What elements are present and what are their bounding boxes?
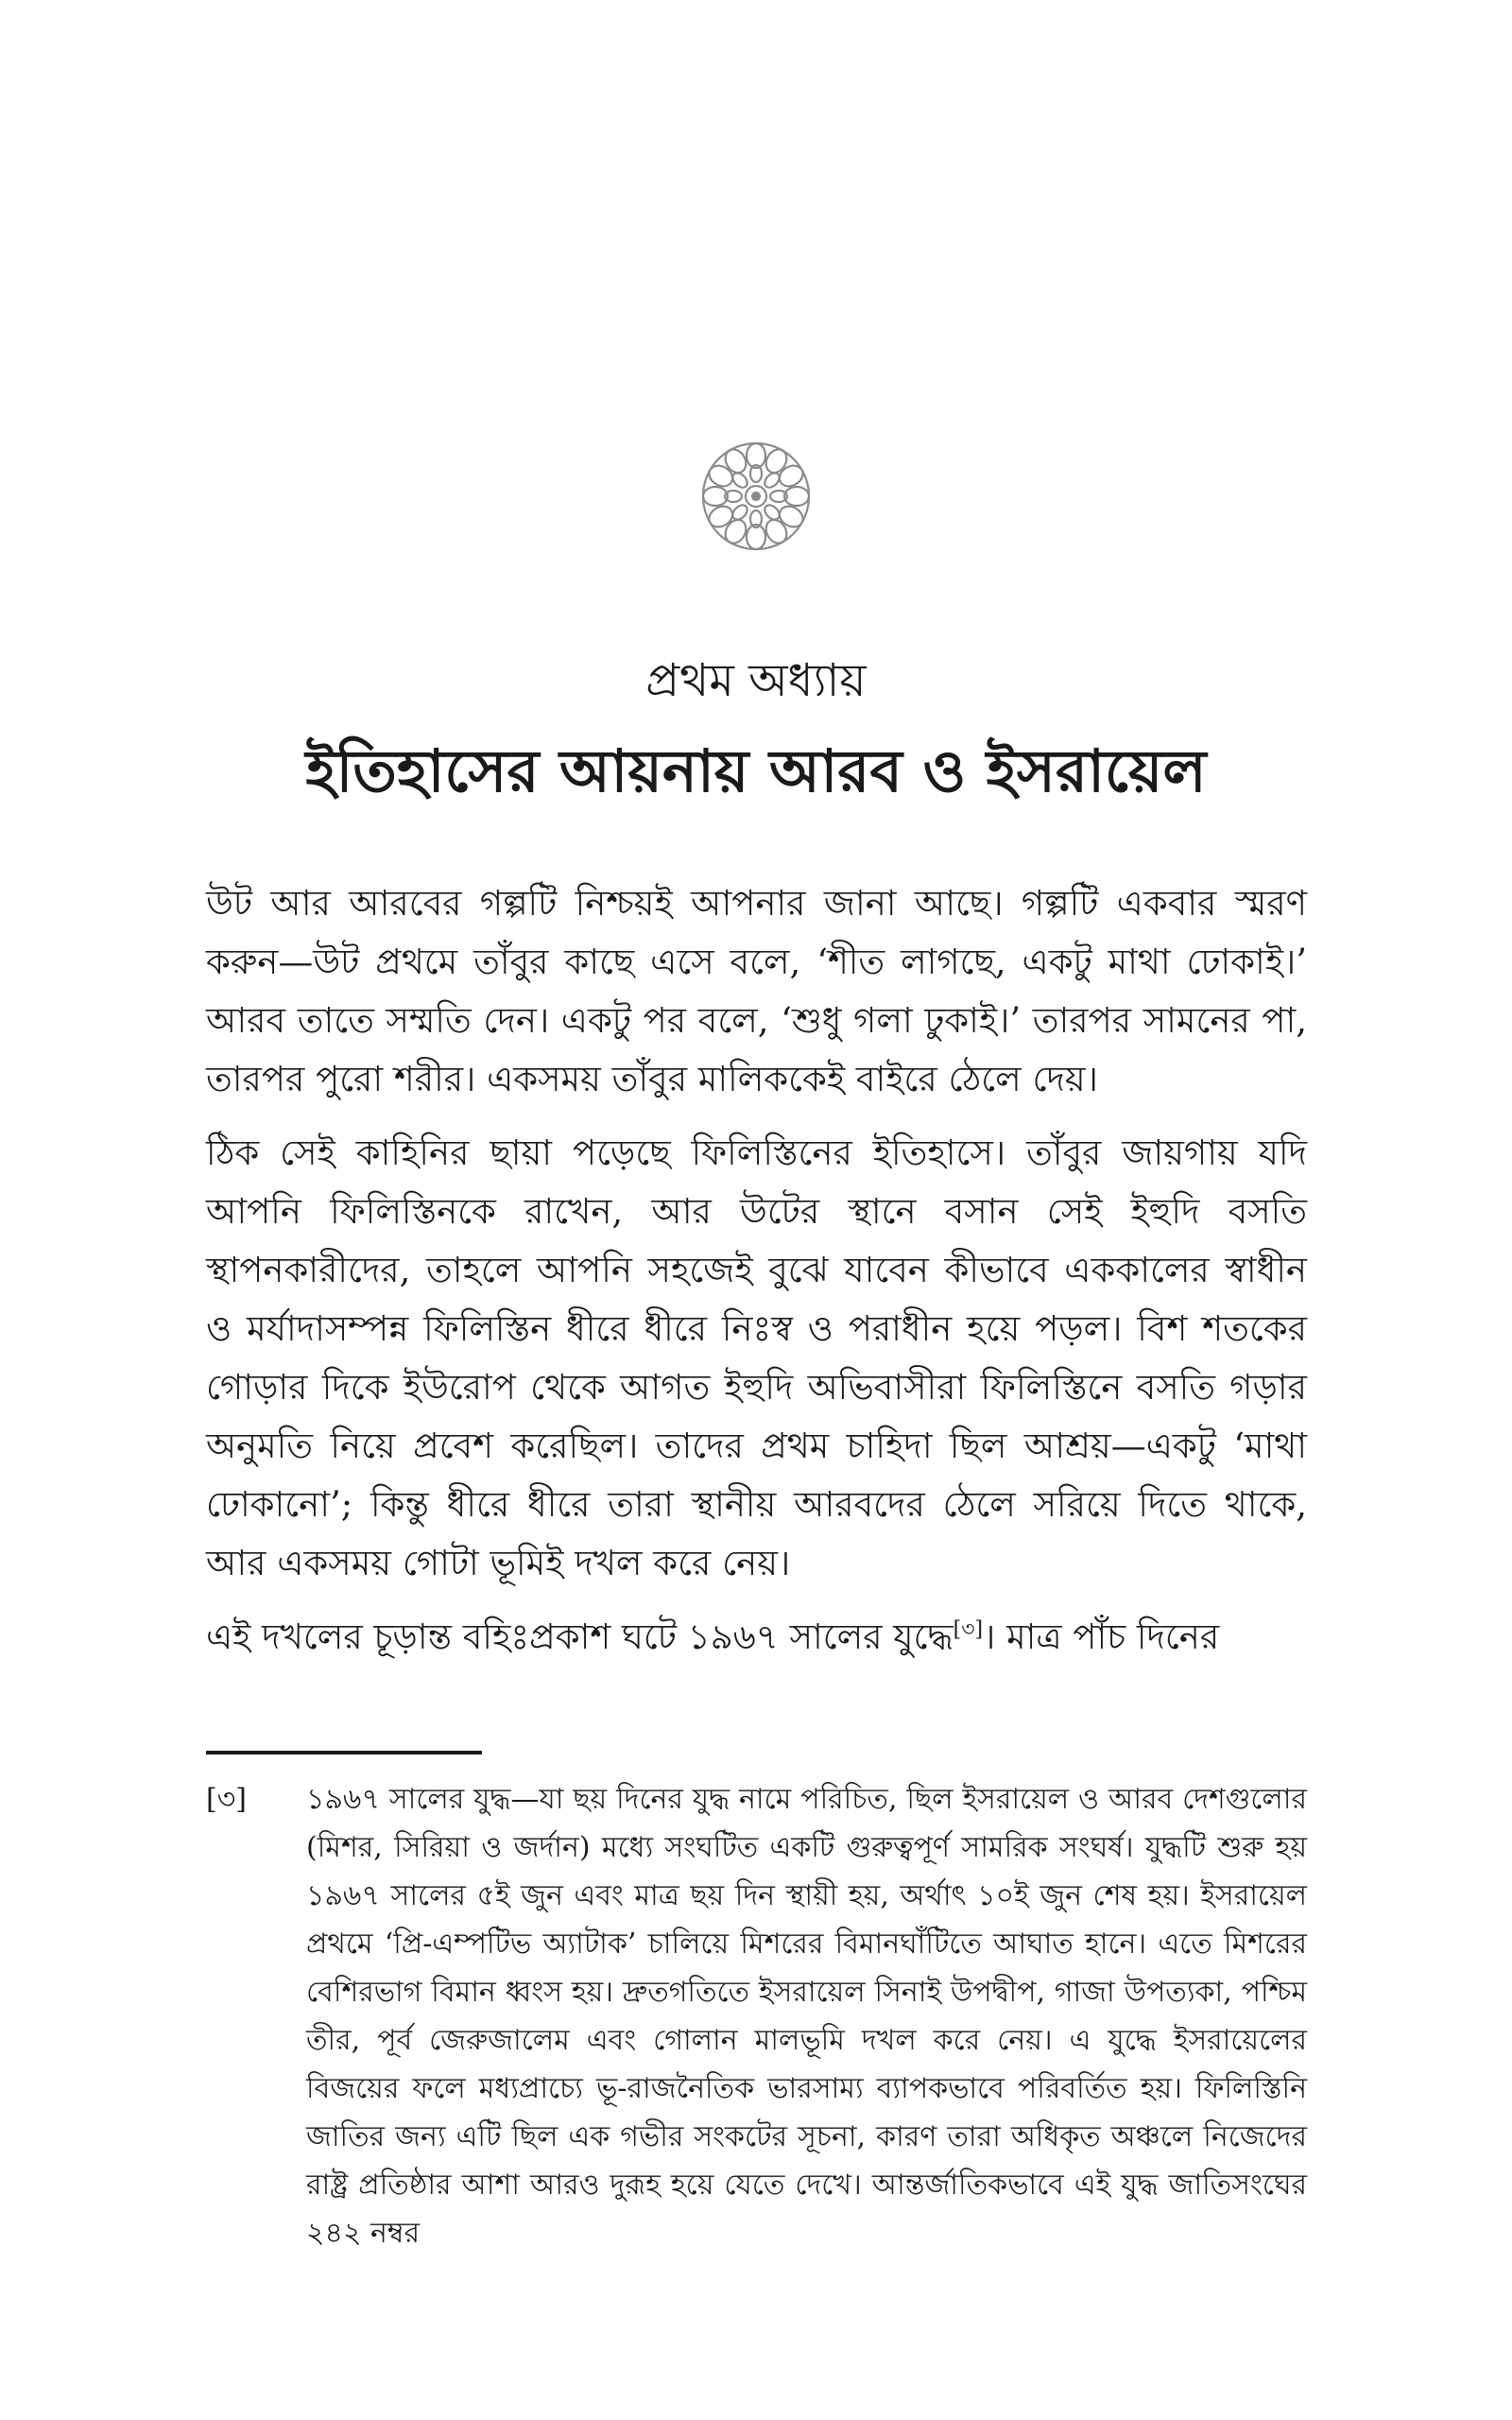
body-text [206,874,1307,1685]
footnote [206,1775,1307,2257]
footnote-mark: [৩] [206,1783,247,1816]
chapter-title: ইতিহাসের আয়নায় আরব ও ইসরায়েল [305,736,1207,805]
paragraph: উট আর আরবের গল্পটি নিশ্চয়ই আপনার জানা আছে। গল্পটি একবার স্মরণ করুন—উট প্রথমে তাঁবুর কাছে এসে বলে, ‘শীত লাগছে, একটু মাথা ঢোকাই।’ আরব তাতে সম্মতি দেন। একটু পর বলে, ‘শুধু গলা ঢুকাই।’ তারপর সামনের পা, তারপর পুরো শরীর। একসময় তাঁবুর মালিককেই বাইরে ঠেলে দেয়। [206,883,1307,1099]
paragraph [206,1608,1307,1667]
footnote-reference[interactable]: [৩] [953,1617,984,1642]
footnote-divider [206,1751,482,1754]
chapter-number: প্রথম অধ্যায় [645,654,867,707]
footnote-text: ১৯৬৭ সালের যুদ্ধ—যা ছয় দিনের যুদ্ধ নামে পরিচিত, ছিল ইসরায়েল ও আরব দেশগুলোর (মিশর, সিরিয়া ও জর্দান) মধ্যে সংঘটিত একটি গুরুত্বপূর্ণ সামরিক সংঘর্ষ। যুদ্ধটি শুরু হয় ১৯৬৭ সালের ৫ই জুন এবং মাত্র ছয় দিন স্থায়ী হয়, অর্থাৎ ১০ই জুন শেষ হয়। ইসরায়েল প্রথমে ‘প্রি-এম্পটিভ অ্যাটাক’ চালিয়ে মিশরের বিমানঘাঁটিতে আঘাত হানে। এতে মিশরের বেশিরভাগ বিমান ধ্বংস হয়। দ্রুতগতিতে ইসরায়েল সিনাই উপদ্বীপ, গাজা উপত্যকা, পশ্চিম তীর, পূর্ব জেরুজালেম এবং গোলান মালভূমি দখল করে নেয়। এ যুদ্ধে ইসরায়েলের বিজয়ের ফলে মধ্যপ্রাচ্যে ভূ-রাজনৈতিক ভারসাম্য ব্যাপকভাবে পরিবর্তিত হয়। ফিলিস্তিনি জাতির জন্য এটি ছিল এক গভীর সংকটের সূচনা, কারণ তারা অধিকৃত অঞ্চলে নিজেদের রাষ্ট্র প্রতিষ্ঠার আশা আরও দুরূহ হয়ে যেতে দেখে। আন্তর্জাতিকভাবে এই যুদ্ধ জাতিসংঘের ২৪২ নম্বর [306,1783,1307,2250]
paragraph-text: । মাত্র পাঁচ দিনের [983,1616,1220,1657]
mandala-flower-icon [699,440,813,553]
paragraph: ঠিক সেই কাহিনির ছায়া পড়েছে ফিলিস্তিনের ইতিহাসে। তাঁবুর জায়গায় যদি আপনি ফিলিস্তিনকে রাখেন, আর উটের স্থানে বসান সেই ইহুদি বসতি স্থাপনকারীদের, তাহলে আপনি সহজেই বুঝে যাবেন কীভাবে এককালের স্বাধীন ও মর্যাদাসম্পন্ন ফিলিস্তিন ধীরে ধীরে নিঃস্ব ও পরাধীন হয়ে পড়ল। বিশ শতকের গোড়ার দিকে ইউরোপ থেকে আগত ইহুদি অভিবাসীরা ফিলিস্তিনে বসতি গড়ার অনুমতি নিয়ে প্রবেশ করেছিল। তাদের প্রথম চাহিদা ছিল আশ্রয়—একটু ‘মাথা ঢোকানো’; কিন্তু ধীরে ধীরে তারা স্থানীয় আরবদের ঠেলে সরিয়ে দিতে থাকে, আর একসময় গোটা ভূমিই দখল করে নেয়। [206,1132,1307,1583]
paragraph-text: এই দখলের চূড়ান্ত বহিঃপ্রকাশ ঘটে ১৯৬৭ সালের যুদ্ধে [206,1616,954,1657]
